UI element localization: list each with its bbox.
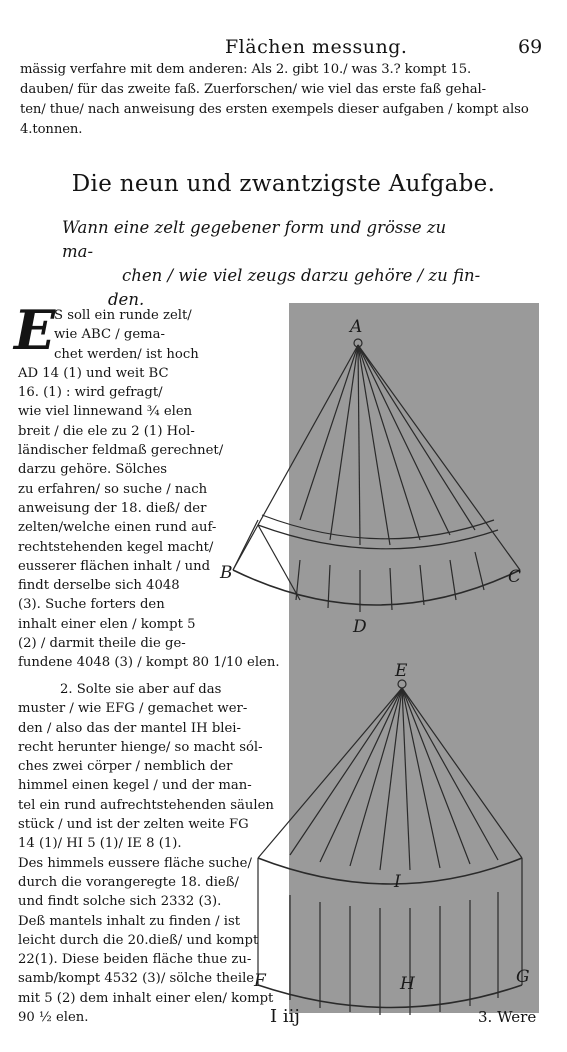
text-line: 16. (1) : wird gefragt/ <box>18 385 163 401</box>
figure-label: A <box>350 317 363 337</box>
text-line: AD 14 (1) und weit BC <box>18 365 169 381</box>
figure-label: G <box>516 967 530 987</box>
text-line: eusserer flächen inhalt / und <box>18 558 211 574</box>
text-line: (3). Suche forters den <box>18 597 165 613</box>
figure-label: C <box>508 567 522 587</box>
text-line: wie viel linnewand ¾ elen <box>18 404 193 420</box>
text-line: 2. Solte sie aber auf das <box>60 682 222 697</box>
running-head: Flächen messung. <box>225 36 408 58</box>
text-line: rechtstehenden kegel macht/ <box>18 539 214 555</box>
figure-label: I <box>394 872 401 892</box>
text-line: den / also das der mantel IH blei- <box>18 720 241 736</box>
text-line: findt derselbe sich 4048 <box>18 578 180 594</box>
figure-label: D <box>353 617 367 637</box>
top-text-line: dauben/ für das zweite faß. Zuerforschen/ wie viel das erste faß gehal- <box>20 82 487 97</box>
round-tent-figure-abc <box>233 339 520 612</box>
round-tent-figure-efg <box>258 680 522 1015</box>
text-line: 22(1). Diese beiden fläche thue zu- <box>18 952 252 968</box>
text-line: muster / wie EFG / gemachet wer- <box>18 701 248 717</box>
top-text-line: 4.tonnen. <box>20 122 83 137</box>
text-line: tel ein rund aufrechtstehenden säulen <box>18 797 274 813</box>
text-line: breit / die ele zu 2 (1) Hol- <box>18 423 195 439</box>
text-line: 14 (1)/ HI 5 (1)/ IE 8 (1). <box>18 836 182 852</box>
text-line: 90 ½ elen. <box>18 1010 89 1026</box>
text-line: Deß mantels inhalt zu finden / ist <box>18 913 241 929</box>
text-line: leicht durch die 20.dieß/ und kompt <box>18 932 259 948</box>
text-line: darzu gehöre. Sölches <box>18 462 168 478</box>
top-text-line: ten/ thue/ nach anweisung des ersten exempels dieser aufgaben / kompt also <box>20 102 529 117</box>
signature-mark: I iij <box>270 1006 300 1027</box>
text-line: S soll ein runde zelt/ <box>54 308 192 323</box>
subtitle-line: Wann eine zelt gegebener form und grösse zu ma- <box>62 218 447 261</box>
text-line: mit 5 (2) dem inhalt einer elen/ kompt <box>18 990 274 1006</box>
figure-label: H <box>400 974 415 994</box>
text-line: recht herunter hienge/ so macht sól- <box>18 739 263 755</box>
catchword: 3. Were <box>478 1008 537 1026</box>
drop-cap: E <box>14 298 56 362</box>
figure-label: F <box>254 971 266 991</box>
text-line: anweisung der 18. dieß/ der <box>18 500 207 516</box>
section-title: Die neun und zwantzigste Aufgabe. <box>71 171 496 197</box>
text-line: durch die vorangeregte 18. dieß/ <box>18 874 239 890</box>
text-line: ches zwei cörper / nemblich der <box>18 759 233 775</box>
top-text-line: mässig verfahre mit dem anderen: Als 2. gibt 10./ was 3.? kompt 15. <box>20 62 472 77</box>
figure-label: E <box>395 661 408 681</box>
text-line: zu erfahren/ so suche / nach <box>18 481 208 497</box>
subtitle-line: chen / wie viel zeugs darzu gehöre / zu fin- <box>122 266 481 285</box>
text-line: inhalt einer elen / kompt 5 <box>18 616 196 632</box>
text-line: fundene 4048 (3) / kompt 80 1/10 elen. <box>18 655 280 671</box>
subtitle-line: den. <box>108 290 145 309</box>
text-line: zelten/welche einen rund auf- <box>18 520 217 536</box>
figure-label: B <box>220 563 233 583</box>
text-line: und findt solche sich 2332 (3). <box>18 894 222 910</box>
text-line: (2) / darmit theile die ge- <box>18 636 186 652</box>
page-number: 69 <box>518 36 543 58</box>
text-line: stück / und ist der zelten weite FG <box>18 817 249 833</box>
text-line: samb/kompt 4532 (3)/ sölche theile <box>18 971 255 987</box>
text-line: Des himmels eussere fläche suche/ <box>18 855 252 871</box>
text-line: wie ABC / gema- <box>54 327 165 343</box>
text-line: himmel einen kegel / und der man- <box>18 778 252 794</box>
text-line: chet werden/ ist hoch <box>54 346 199 362</box>
text-line: ländischer feldmaß gerechnet/ <box>18 443 224 459</box>
